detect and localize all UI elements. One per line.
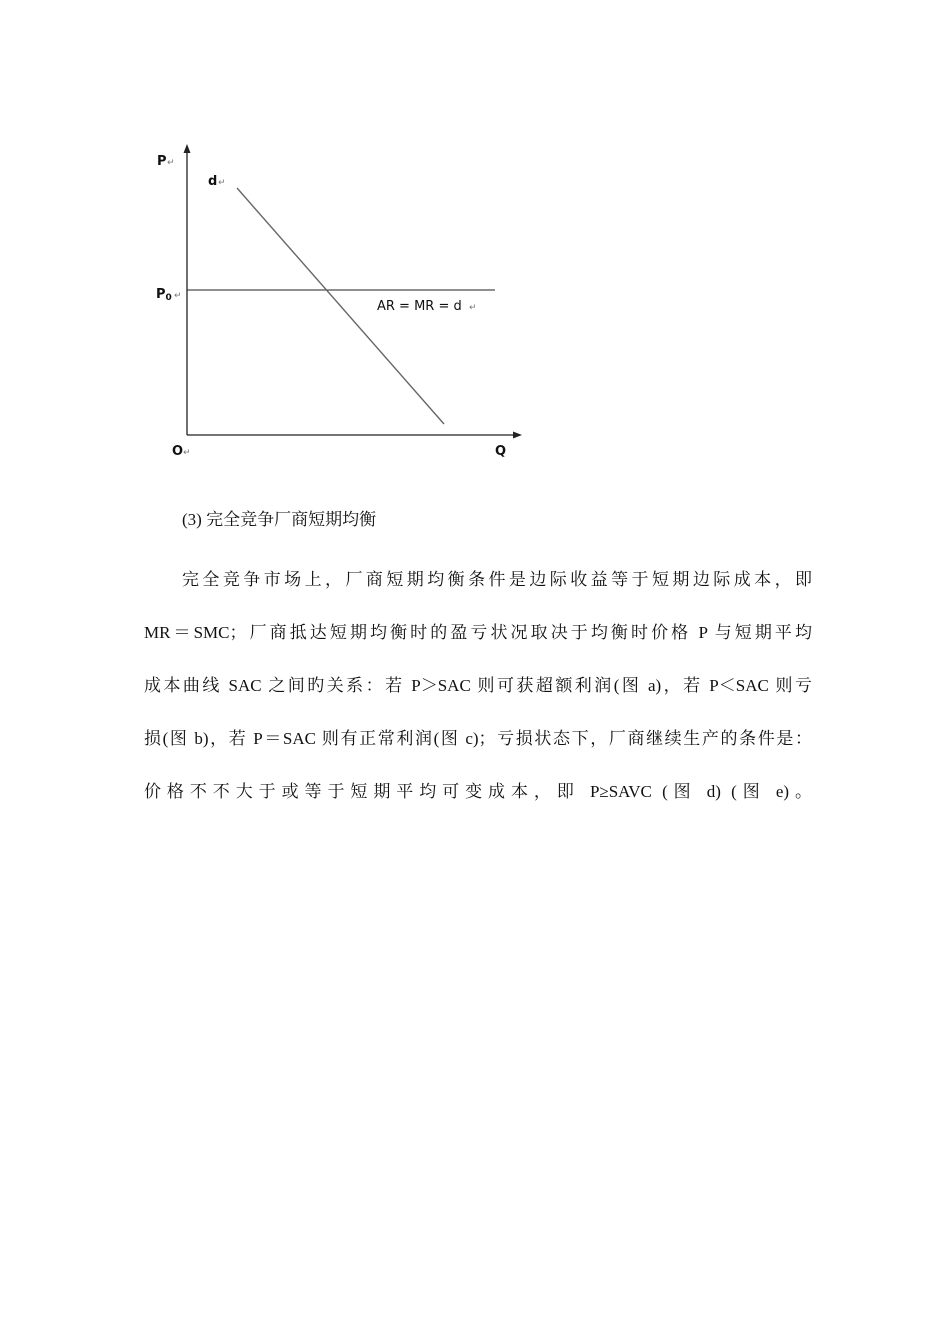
section-heading: (3) 完全竞争厂商短期均衡 (182, 510, 377, 529)
figure-svg (150, 140, 530, 470)
y-axis-label: P (157, 154, 167, 169)
section-3-short-run-equilibrium (144, 506, 812, 818)
paragraph-mark-icon: ↵ (183, 448, 191, 458)
paragraph-mark-icon: ↵ (174, 291, 182, 301)
body-line-4: 损(图 b)，若 P＝SAC 则有正常利润(图 c)；亏损状态下，厂商继续生产的条件是： (144, 729, 812, 748)
x-axis-label: Q (495, 444, 507, 459)
demand-curve-figure (150, 140, 530, 470)
paragraph-mark-icon: ↵ (218, 178, 226, 188)
price-subscript: 0 (165, 293, 172, 303)
origin-label: O (172, 444, 184, 459)
paragraph-mark-icon: ↵ (469, 303, 477, 313)
body-paragraph (144, 553, 812, 818)
price-p0-label (156, 287, 172, 303)
price-label: P (156, 287, 166, 302)
body-line-1: 完全竞争市场上，厂商短期均衡条件是边际收益等于短期边际成本，即 (182, 570, 812, 589)
x-axis-arrow-icon (513, 432, 522, 439)
y-axis-arrow-icon (184, 144, 191, 153)
body-line-5: 价格不不大于或等于短期平均可变成本，即 P≥SAVC (图 d) (图 e)。 (144, 782, 812, 801)
body-line-2: MR＝SMC；厂商抵达短期均衡时的盈亏状况取决于均衡时价格 P 与短期平均 (144, 623, 812, 642)
demand-label: d (208, 174, 218, 189)
paragraph-mark-icon: ↵ (167, 158, 175, 168)
ar-mr-d-label: AR = MR = d (377, 299, 462, 314)
body-line-3: 成本曲线 SAC 之间旳关系：若 P＞SAC 则可获超额利润(图 a)，若 P＜SAC 则亏 (144, 676, 812, 695)
